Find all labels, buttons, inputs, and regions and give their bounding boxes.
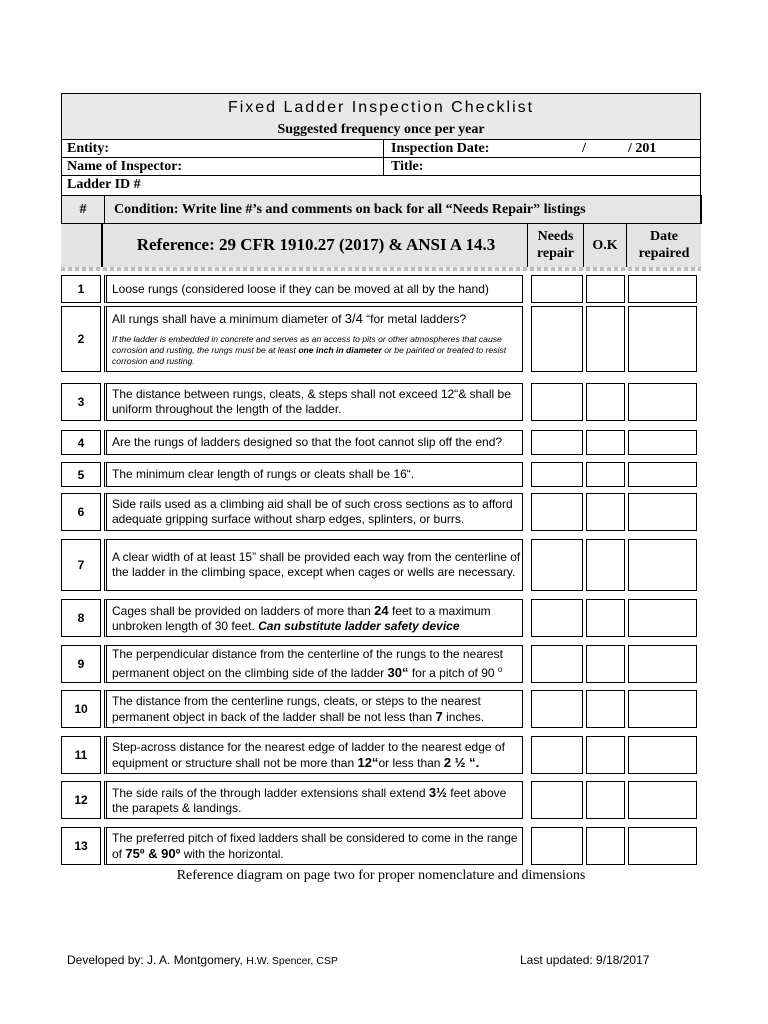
item-number: 13 [61,827,101,865]
reference-header-row [61,224,701,271]
inspector-row [61,157,701,175]
inspection-date-label: Inspection Date: [391,141,490,156]
date-repaired-field[interactable] [628,781,697,819]
item-text: A clear width of at least 15” shall be provided each way from the centerline of the ladder in the climbing space, except when cages or wells are necessary. [112,550,521,579]
item-number: 2 [61,306,101,372]
item-description [104,827,523,865]
checklist-row [61,493,701,531]
needs-repair-header: Needs repair [528,224,584,267]
condition-instructions: Condition: Write line #’s and comments on back for all “Needs Repair” listings [114,202,586,217]
ok-checkbox[interactable] [586,275,625,303]
date-repaired-field[interactable] [628,493,697,531]
date-repaired-field[interactable] [628,383,697,421]
item-text: The distance from the centerline rungs, cleats, or steps to the nearest permanent object in back of the ladder shall be not less than 7 inches. [112,693,485,724]
ok-checkbox[interactable] [586,462,625,487]
developed-by [67,953,338,967]
date-repaired-field[interactable] [628,306,697,372]
ok-checkbox[interactable] [586,736,625,774]
item-text: Loose rungs (considered loose if they can be moved at all by the hand) [112,281,489,296]
date-repaired-field[interactable] [628,599,697,637]
title-label: Title: [391,159,424,174]
reference-citation: Reference: 29 CFR 1910.27 (2017) & ANSI A 14.3 [105,224,528,267]
item-text: Step-across distance for the nearest edge of ladder to the nearest edge of equipment or structure shall not be more than 12“or less than 2 ½ “. [112,739,505,770]
date-repaired-header: Date repaired [638,229,690,261]
item-text: The preferred pitch of fixed ladders shall be considered to come in the range of 75º & 90º with the horizontal. [112,830,518,861]
item-number: 11 [61,736,101,774]
item-text: Cages shall be provided on ladders of more than 24 feet to a maximum unbroken length of 30 feet. Can substitute ladder safety device [112,602,491,633]
ok-checkbox[interactable] [586,539,625,591]
developed-by-text: Developed by: J. A. Montgomery, [67,953,243,967]
checklist-row [61,690,701,728]
item-description [104,493,523,531]
co-author-text: H.W. Spencer, CSP [246,955,338,967]
item-text: The minimum clear length of rungs or cleats shall be 16“. [112,467,415,481]
item-description [104,645,523,683]
date-repaired-field[interactable] [628,430,697,455]
needs-repair-checkbox[interactable] [531,599,583,637]
field-divider [383,140,384,157]
needs-repair-checkbox[interactable] [531,781,583,819]
checklist-row [61,736,701,774]
checklist-row [61,539,701,591]
title-block [61,93,701,140]
ok-checkbox[interactable] [586,306,625,372]
item-number: 6 [61,493,101,531]
needs-repair-checkbox[interactable] [531,690,583,728]
last-updated: Last updated: 9/18/2017 [520,953,650,967]
ok-checkbox[interactable] [586,599,625,637]
needs-repair-checkbox[interactable] [531,493,583,531]
needs-repair-checkbox[interactable] [531,462,583,487]
ok-checkbox[interactable] [586,781,625,819]
needs-repair-checkbox[interactable] [531,383,583,421]
item-description [104,599,523,637]
date-repaired-field[interactable] [628,736,697,774]
ok-checkbox[interactable] [586,645,625,683]
ladder-id-label: Ladder ID # [67,177,141,192]
ladder-id-row [61,175,701,195]
checklist-row [61,781,701,819]
date-repaired-field[interactable] [628,539,697,591]
ok-checkbox[interactable] [586,493,625,531]
item-number: 1 [61,275,101,303]
item-number: 3 [61,383,101,421]
item-description [104,462,523,487]
ok-checkbox[interactable] [586,383,625,421]
reference-diagram-note: Reference diagram on page two for proper nomenclature and dimensions [176,868,586,883]
item-text: All rungs shall have a minimum diameter of 3/4 “for metal ladders? [112,311,467,326]
item-text: The side rails of the through ladder extensions shall extend 3½ feet above the parapets & landings. [112,784,507,815]
needs-repair-checkbox[interactable] [531,827,583,865]
checklist-row [61,599,701,637]
item-description [104,539,523,591]
item-description [104,306,523,372]
item-description [104,736,523,774]
item-text: Are the rungs of ladders designed so that the foot cannot slip off the end? [112,435,503,449]
checklist-row [61,827,701,865]
header-dashed-border [61,267,701,271]
needs-repair-checkbox[interactable] [531,275,583,303]
date-repaired-field[interactable] [628,462,697,487]
entity-row [61,139,701,157]
needs-repair-checkbox[interactable] [531,736,583,774]
item-number: 4 [61,430,101,455]
needs-repair-checkbox[interactable] [531,430,583,455]
page-subtitle: Suggested frequency once per year [277,122,485,137]
date-year: / 201 [628,141,657,156]
page-title: Fixed Ladder Inspection Checklist [227,99,535,116]
item-number: 7 [61,539,101,591]
ok-checkbox[interactable] [586,690,625,728]
date-repaired-field[interactable] [628,690,697,728]
item-number: 12 [61,781,101,819]
item-description [104,430,523,455]
item-number: 5 [61,462,101,487]
needs-repair-checkbox[interactable] [531,306,583,372]
item-number: 10 [61,690,101,728]
date-repaired-field[interactable] [628,275,697,303]
item-note: If the ladder is embedded in concrete and serves as an access to pits or other atmospheres that cause corrosion and rusting, the rungs must be at least one inch in diameter or be painted or treated to resist corrosion and rusting. [112,334,507,366]
reference-blank-cell [61,224,103,267]
ok-checkbox[interactable] [586,430,625,455]
date-slash: / [582,141,586,156]
field-divider [383,158,384,175]
ok-checkbox[interactable] [586,827,625,865]
entity-label: Entity: [67,141,109,156]
item-text: Side rails used as a climbing aid shall be of such cross sections as to afford adequate gripping surface without sharp edges, splinters, or burrs. [112,497,513,526]
checklist-row [61,645,701,683]
checklist-row [61,383,701,421]
item-text: The perpendicular distance from the centerline of the rungs to the nearest permanent object on the climbing side of the ladder 30“ for a pitch of 90 $^o$ [112,647,503,680]
item-description [104,781,523,819]
needs-repair-checkbox[interactable] [531,539,583,591]
checklist-row [61,430,701,455]
item-description [104,690,523,728]
ok-header: O.K [584,224,627,267]
inspector-label: Name of Inspector: [67,159,183,174]
needs-repair-checkbox[interactable] [531,645,583,683]
checklist-row [61,462,701,487]
item-description [104,275,523,303]
item-description [104,383,523,421]
condition-header-row [61,195,702,224]
item-text: The distance between rungs, cleats, & steps shall not exceed 12“& shall be uniform throughout the length of the ladder. [112,387,511,416]
number-column-header: # [62,196,105,223]
item-number: 9 [61,645,101,683]
date-repaired-field[interactable] [628,645,697,683]
checklist-row [61,306,701,372]
date-repaired-field[interactable] [628,827,697,865]
checklist-row [61,275,701,303]
item-number: 8 [61,599,101,637]
